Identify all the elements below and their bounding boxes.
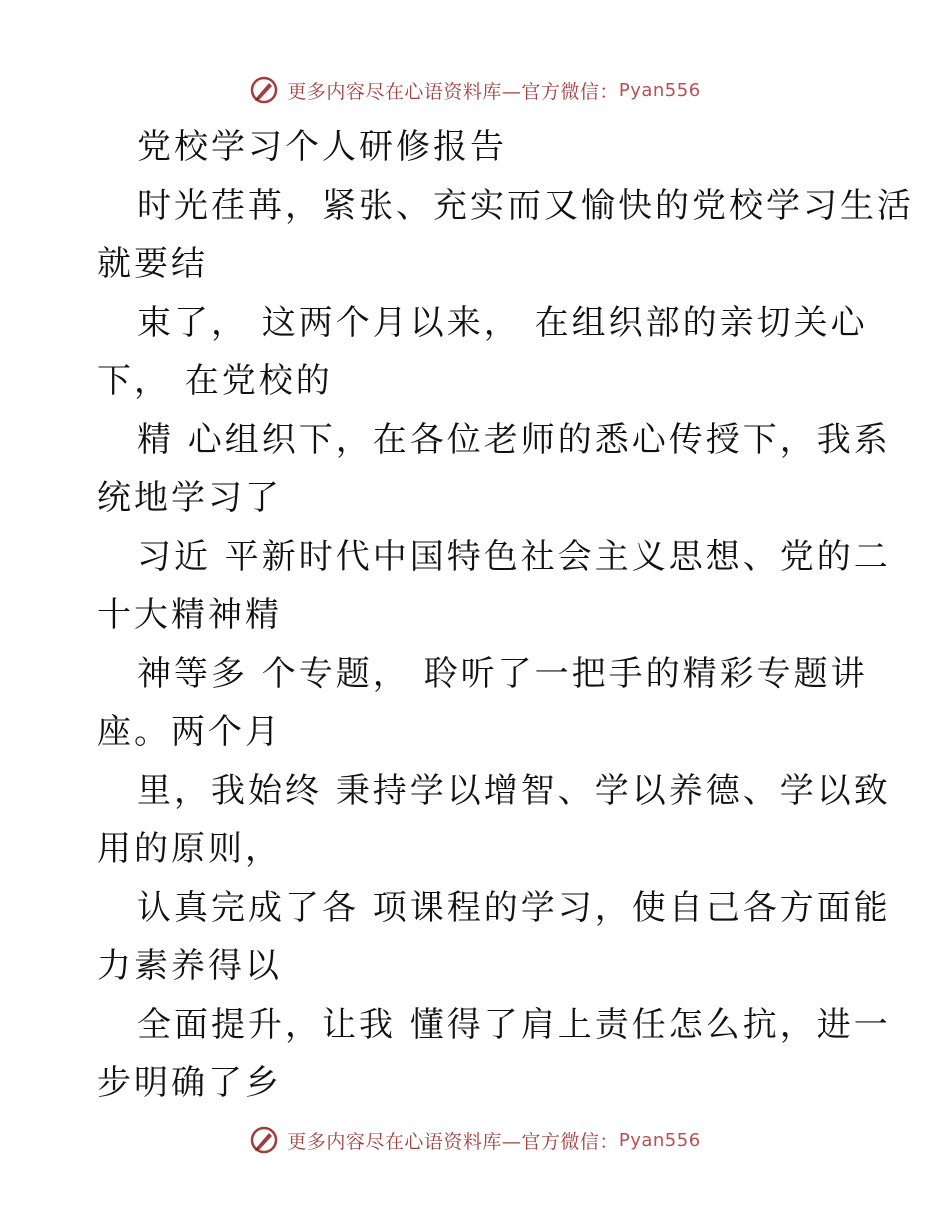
text-line: 神等多 个专题， 聆听了一把手的精彩专题讲 [137, 653, 868, 694]
text-line: 认真完成了各 项课程的学习，使自己各方面能 [137, 887, 891, 928]
header-watermark [0, 70, 950, 110]
text-line: 束了， 这两个月以来， 在组织部的亲切关心 [137, 302, 868, 343]
text-line: 全面提升，让我 懂得了肩上责任怎么抗，进一 [137, 1004, 891, 1045]
watermark-text: 更多内容尽在心语资料库—官方微信： [287, 80, 619, 103]
watermark-account: Pyan556 [618, 1129, 701, 1151]
text-line: 时光荏苒，紧张、充实而又愉快的党校学习生活 [137, 185, 914, 226]
text-line: 就要结 [97, 244, 208, 284]
text-line: 十大精神精 [97, 595, 282, 635]
footer-watermark [0, 1120, 950, 1160]
text-line: 精 心组织下，在各位老师的悉心传授下，我系 [137, 419, 891, 460]
text-line: 里，我始终 秉持学以增智、学以养德、学以致 [137, 770, 891, 811]
text-line: 下， 在党校的 [97, 361, 333, 401]
text-line: 党校学习个人研修报告 [137, 127, 507, 167]
watermark-account: Pyan556 [618, 79, 701, 101]
watermark-text: 更多内容尽在心语资料库—官方微信： [287, 1130, 619, 1153]
text-line: 力素养得以 [97, 946, 282, 986]
text-line: 步明确了乡 [97, 1063, 282, 1103]
document-body [97, 118, 914, 1113]
pen-logo-icon [249, 1125, 279, 1155]
text-line: 习近 平新时代中国特色社会主义思想、党的二 [137, 536, 891, 577]
text-line: 统地学习了 [97, 478, 282, 518]
pen-logo-icon [249, 75, 279, 105]
text-line: 用的原则， [97, 829, 282, 869]
text-line: 座。两个月 [97, 712, 282, 752]
